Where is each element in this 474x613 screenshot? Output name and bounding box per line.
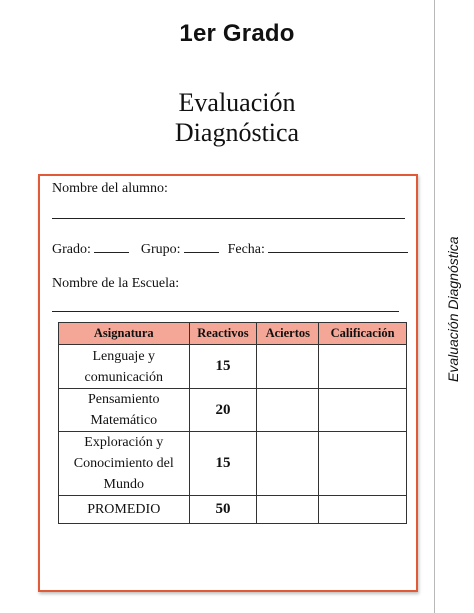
date-field[interactable]	[268, 240, 408, 253]
items-cell: 15	[189, 432, 257, 496]
school-name-field[interactable]	[52, 311, 399, 312]
items-cell: 20	[189, 389, 257, 432]
group-label: Grupo:	[140, 242, 181, 257]
score-cell[interactable]	[319, 345, 407, 389]
items-cell: 15	[189, 345, 257, 389]
hits-cell[interactable]	[257, 345, 319, 389]
header-subject: Asignatura	[59, 323, 190, 345]
subject-cell: Lenguaje y comunicación	[59, 345, 190, 389]
score-cell[interactable]	[319, 496, 407, 524]
table-row	[59, 389, 407, 432]
title-line-2: Diagnóstica	[174, 118, 300, 147]
grade-field[interactable]	[94, 240, 129, 253]
score-cell[interactable]	[319, 389, 407, 432]
header-hits: Aciertos	[257, 323, 319, 345]
hits-cell[interactable]	[257, 432, 319, 496]
score-cell[interactable]	[319, 432, 407, 496]
grade-title: 1er Grado	[179, 20, 295, 47]
hits-cell[interactable]	[257, 389, 319, 432]
table-row	[59, 432, 407, 496]
form-frame	[38, 174, 418, 592]
subject-cell: Exploración y Conocimiento del Mundo	[59, 432, 190, 496]
student-name-label: Nombre del alumno:	[52, 181, 168, 196]
items-cell: 50	[189, 496, 257, 524]
table-row	[59, 345, 407, 389]
group-field[interactable]	[184, 240, 219, 253]
table-row	[59, 496, 407, 524]
student-name-field[interactable]	[52, 218, 405, 219]
header-items: Reactivos	[189, 323, 257, 345]
side-label: Evaluación Diagnóstica	[445, 236, 461, 382]
side-divider	[434, 0, 435, 613]
hits-cell[interactable]	[257, 496, 319, 524]
grade-group-date-row	[52, 240, 408, 258]
subject-cell: PROMEDIO	[59, 496, 190, 524]
date-label: Fecha:	[227, 242, 265, 257]
school-name-label: Nombre de la Escuela:	[52, 276, 180, 291]
table-header-row	[59, 323, 407, 345]
subject-cell: Pensamiento Matemático	[59, 389, 190, 432]
header-score: Calificación	[319, 323, 407, 345]
evaluation-table	[58, 322, 407, 524]
page-title	[0, 88, 474, 148]
title-line-1: Evaluación	[178, 88, 296, 117]
grade-label: Grado:	[52, 242, 91, 257]
